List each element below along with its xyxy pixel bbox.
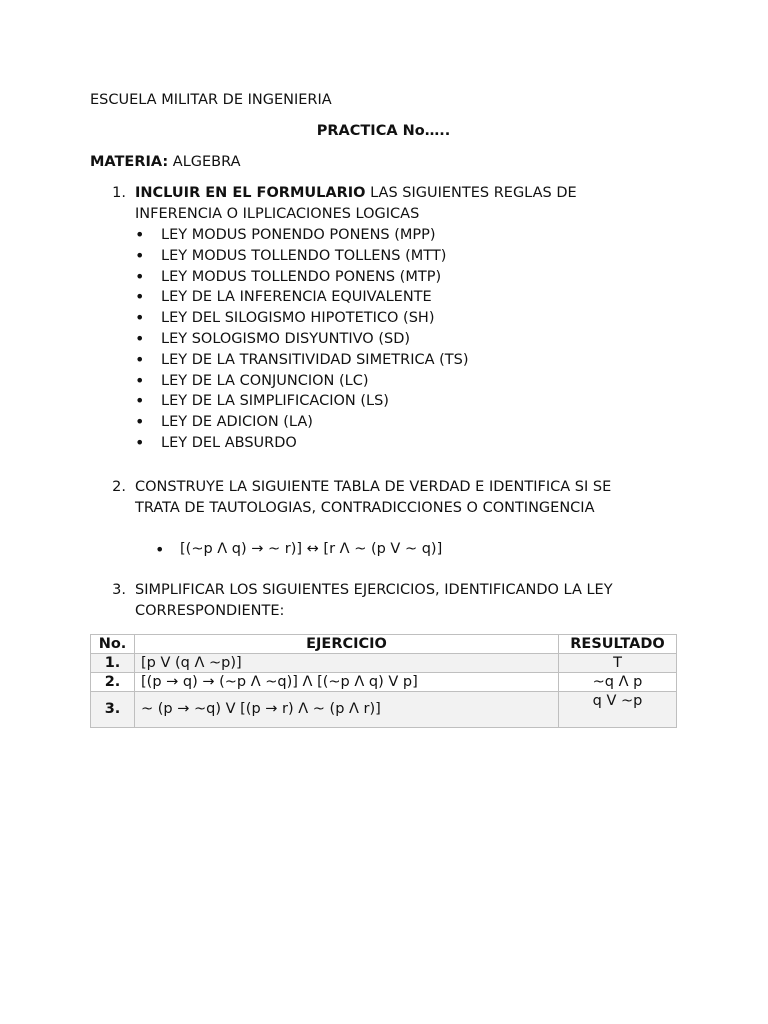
- bullet-icon: •: [155, 539, 165, 559]
- list-item: [135, 350, 680, 371]
- section-1-body: [135, 183, 680, 225]
- subject-label: MATERIA:: [90, 154, 169, 170]
- row-result: q V ~p: [559, 691, 677, 727]
- subject-value: ALGEBRA: [172, 154, 241, 170]
- list-item-text: LEY DE ADICION (LA): [161, 414, 313, 431]
- list-item: [135, 329, 680, 350]
- list-item-text: LEY DE LA TRANSITIVIDAD SIMETRICA (TS): [161, 351, 469, 368]
- row-exercise: [p V (q Λ ~p)]: [135, 653, 559, 672]
- header-exercise: EJERCICIO: [135, 634, 559, 653]
- row-result: ~q Λ p: [559, 672, 677, 691]
- section-1-rest: LAS SIGUIENTES REGLAS DE: [365, 185, 577, 201]
- practice-title: [90, 121, 677, 142]
- formula-text: [(~p Λ q) → ~ r)] ↔ [r Λ ~ (p V ~ q)]: [180, 540, 443, 557]
- bullet-icon: •: [135, 328, 145, 348]
- bullet-icon: •: [135, 370, 145, 390]
- section-2-number: 2.: [112, 478, 126, 495]
- row-number: 3.: [91, 691, 135, 727]
- list-item: [135, 371, 680, 392]
- truth-table-formula: [90, 539, 680, 560]
- header-no: No.: [91, 634, 135, 653]
- list-item: [135, 308, 680, 329]
- section-3-body: [135, 580, 680, 622]
- section-3-number: 3.: [112, 581, 126, 598]
- bullet-icon: •: [135, 349, 145, 369]
- section-1-bold-lead: INCLUIR EN EL FORMULARIO: [135, 185, 366, 201]
- list-item: [135, 433, 680, 454]
- table-row: [91, 653, 677, 672]
- practice-title-text: PRACTICA No…..: [316, 123, 451, 139]
- school-name: ESCUELA MILITAR DE INGENIERIA: [90, 92, 332, 108]
- list-item-text: LEY MODUS TOLLENDO TOLLENS (MTT): [161, 247, 447, 264]
- bullet-icon: •: [135, 432, 145, 452]
- bullet-icon: •: [135, 308, 145, 328]
- list-item: [135, 412, 680, 433]
- section-1-line2: INFERENCIA O ILPLICACIONES LOGICAS: [135, 206, 420, 222]
- section-3: [90, 580, 680, 622]
- section-2-line2: TRATA DE TAUTOLOGIAS, CONTRADICCIONES O CONTINGENCIA: [135, 499, 595, 516]
- bullet-icon: •: [135, 287, 145, 307]
- list-item: [135, 391, 680, 412]
- laws-list: [90, 225, 680, 454]
- section-2: [90, 477, 680, 519]
- section-2-line1: CONSTRUYE LA SIGUIENTE TABLA DE VERDAD E IDENTIFICA SI SE: [135, 478, 612, 495]
- bullet-icon: •: [135, 266, 145, 286]
- list-item-text: LEY MODUS PONENDO PONENS (MPP): [161, 227, 436, 243]
- list-item-text: LEY DE LA SIMPLIFICACION (LS): [161, 393, 389, 410]
- table-row: [91, 672, 677, 691]
- list-item-text: LEY MODUS TOLLENDO PONENS (MTP): [161, 268, 442, 285]
- section-2-body: [135, 477, 680, 519]
- row-exercise: ~ (p → ~q) V [(p → r) Λ ~ (p Λ r)]: [135, 691, 559, 727]
- exercises-table: [90, 634, 677, 728]
- section-1: [90, 183, 680, 225]
- row-number: 2.: [91, 672, 135, 691]
- section-1-line1: [135, 183, 680, 204]
- list-item-text: LEY DEL SILOGISMO HIPOTETICO (SH): [161, 310, 435, 327]
- list-item: [135, 267, 680, 288]
- bullet-icon: •: [135, 245, 145, 265]
- subject-line: [90, 152, 680, 173]
- table-row: [91, 691, 677, 727]
- list-item: [135, 225, 680, 246]
- document-page: [90, 90, 680, 728]
- list-item-text: LEY SOLOGISMO DISYUNTIVO (SD): [161, 330, 411, 347]
- row-exercise: [(p → q) → (~p Λ ~q)] Λ [(~p Λ q) V p]: [135, 672, 559, 691]
- list-item-text: LEY DEL ABSURDO: [161, 434, 297, 451]
- table-header-row: [91, 634, 677, 653]
- bullet-icon: •: [135, 391, 145, 411]
- section-1-number: 1.: [112, 185, 126, 201]
- list-item: [135, 287, 680, 308]
- bullet-icon: •: [135, 225, 145, 244]
- list-item-text: LEY DE LA INFERENCIA EQUIVALENTE: [161, 289, 432, 306]
- header-result: RESULTADO: [559, 634, 677, 653]
- list-item-text: LEY DE LA CONJUNCION (LC): [161, 372, 369, 389]
- section-3-line2: CORRESPONDIENTE:: [135, 602, 285, 619]
- bullet-icon: •: [135, 412, 145, 432]
- row-result: T: [559, 653, 677, 672]
- list-item: [135, 246, 680, 267]
- section-3-line1: SIMPLIFICAR LOS SIGUIENTES EJERCICIOS, IDENTIFICANDO LA LEY: [135, 581, 613, 598]
- row-number: 1.: [91, 653, 135, 672]
